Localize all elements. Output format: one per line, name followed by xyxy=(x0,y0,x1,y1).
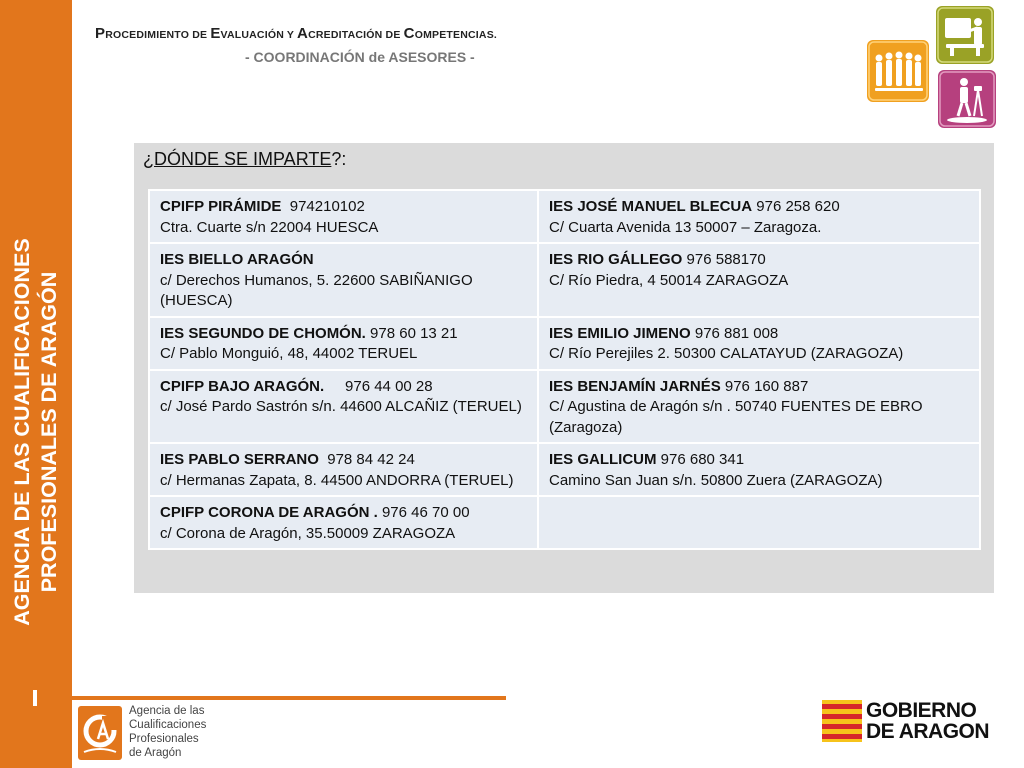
center-address: c/ Corona de Aragón, 35.50009 ZARAGOZA xyxy=(160,524,456,542)
center-phone: 976 588170 xyxy=(682,251,766,268)
center-phone: 978 84 42 24 xyxy=(318,451,415,468)
presenter-icon xyxy=(936,6,994,64)
center-cell xyxy=(149,190,538,243)
center-heading xyxy=(549,450,970,471)
center-heading xyxy=(160,503,528,524)
center-heading xyxy=(160,250,528,271)
center-phone: 976 44 00 28 xyxy=(324,377,433,395)
center-cell xyxy=(149,443,538,496)
center-phone: 976 258 620 xyxy=(752,198,840,215)
center-address: C/ Agustina de Aragón s/n . 50740 FUENTES DE EBRO (Zaragoza) xyxy=(549,398,923,436)
title-rest-1: ROCEDIMIENTO DE xyxy=(105,29,211,41)
center-heading xyxy=(160,324,528,345)
sidebar-tick xyxy=(33,690,37,706)
table-row xyxy=(149,370,980,444)
center-address: c/ Derechos Humanos, 5. 22600 SABIÑANIGO (HUESCA) xyxy=(160,271,473,309)
panel-title-underlined: DÓNDE SE IMPARTE xyxy=(154,149,332,169)
sidebar-line-2: PROFESIONALES DE ARAGÓN xyxy=(37,271,61,593)
center-cell xyxy=(149,370,538,444)
center-name: IES SEGUNDO DE CHOMÓN. xyxy=(160,324,366,342)
page-subtitle: - COORDINACIÓN de ASESORES - xyxy=(245,49,475,65)
center-address: C/ Cuarta Avenida 13 50007 – Zaragoza. xyxy=(549,218,822,236)
center-phone: 974210102 xyxy=(281,198,365,215)
center-name: IES PABLO SERRANO xyxy=(160,451,319,468)
center-heading xyxy=(160,450,528,471)
title-cap-4: C xyxy=(403,25,415,42)
center-address: C/ Río Perejiles 2. 50300 CALATAYUD (ZARAGOZA) xyxy=(549,345,904,362)
table-row xyxy=(149,190,980,243)
center-name: IES EMILIO JIMENO xyxy=(549,324,691,342)
center-cell xyxy=(538,317,980,370)
aragon-flag-icon xyxy=(822,700,862,742)
center-cell xyxy=(538,443,980,496)
center-heading xyxy=(549,250,970,271)
center-address: c/ José Pardo Sastrón s/n. 44600 ALCAÑIZ (TERUEL) xyxy=(160,398,522,415)
center-name: CPIFP CORONA DE ARAGÓN . xyxy=(160,504,378,521)
agency-footer-text: Agencia de las Cualificaciones Profesionales de Aragón xyxy=(129,705,207,759)
center-cell xyxy=(149,317,538,370)
agency-logo xyxy=(78,706,122,760)
panel-title-prefix: ¿ xyxy=(143,149,154,169)
center-heading xyxy=(549,197,970,218)
center-cell xyxy=(538,243,980,317)
center-heading xyxy=(549,377,970,398)
title-rest-3: CREDITACIÓN DE xyxy=(308,29,404,41)
table-row xyxy=(149,317,980,370)
center-name: IES BENJAMÍN JARNÉS xyxy=(549,377,721,395)
center-address: c/ Hermanas Zapata, 8. 44500 ANDORRA (TERUEL) xyxy=(160,471,514,489)
survey-worker-icon xyxy=(938,70,996,128)
title-rest-4: OMPETENCIAS. xyxy=(414,29,498,41)
center-phone: 976 680 341 xyxy=(656,451,745,468)
center-phone: 976 881 008 xyxy=(690,324,779,342)
center-name: CPIFP PIRÁMIDE xyxy=(160,198,282,215)
sidebar-line-1: AGENCIA DE LAS CUALIFICACIONES xyxy=(10,238,34,626)
center-address: C/ Pablo Monguió, 48, 44002 TERUEL xyxy=(160,345,418,362)
center-address: Ctra. Cuarte s/n 22004 HUESCA xyxy=(160,218,379,236)
center-cell xyxy=(149,243,538,317)
panel-title xyxy=(143,149,346,170)
center-name: IES GALLICUM xyxy=(549,451,657,468)
center-phone: 978 60 13 21 xyxy=(365,324,458,342)
center-cell xyxy=(538,190,980,243)
center-name: IES JOSÉ MANUEL BLECUA xyxy=(549,198,753,215)
footer-divider xyxy=(72,696,506,700)
center-address: Camino San Juan s/n. 50800 Zuera (ZARAGOZA) xyxy=(549,471,883,489)
people-group-icon xyxy=(867,40,929,102)
center-name: IES BIELLO ARAGÓN xyxy=(160,251,314,268)
table-row xyxy=(149,243,980,317)
center-cell xyxy=(538,496,980,549)
sidebar-agency-name xyxy=(9,172,63,692)
center-address: C/ Río Piedra, 4 50014 ZARAGOZA xyxy=(549,271,789,289)
center-cell xyxy=(538,370,980,444)
center-name: IES RIO GÁLLEGO xyxy=(549,251,683,268)
title-cap-2: E xyxy=(210,25,221,42)
center-cell xyxy=(149,496,538,549)
centers-table xyxy=(148,189,981,550)
center-heading xyxy=(549,324,970,345)
center-phone: 976 160 887 xyxy=(720,377,809,395)
title-rest-2: VALUACIÓN Y xyxy=(220,29,298,41)
table-row xyxy=(149,496,980,549)
table-row xyxy=(149,443,980,496)
sidebar-band xyxy=(0,0,72,768)
panel-title-suffix: ?: xyxy=(331,149,347,169)
center-name: CPIFP BAJO ARAGÓN. xyxy=(160,377,325,395)
page-title xyxy=(95,25,497,42)
centers-table-body xyxy=(149,190,980,549)
title-cap-3: A xyxy=(297,25,309,42)
center-heading xyxy=(160,197,528,218)
title-cap-1: P xyxy=(95,25,106,42)
government-name: GOBIERNO DE ARAGON xyxy=(866,699,990,743)
center-heading xyxy=(160,377,528,398)
center-phone: 976 46 70 00 xyxy=(377,504,470,521)
